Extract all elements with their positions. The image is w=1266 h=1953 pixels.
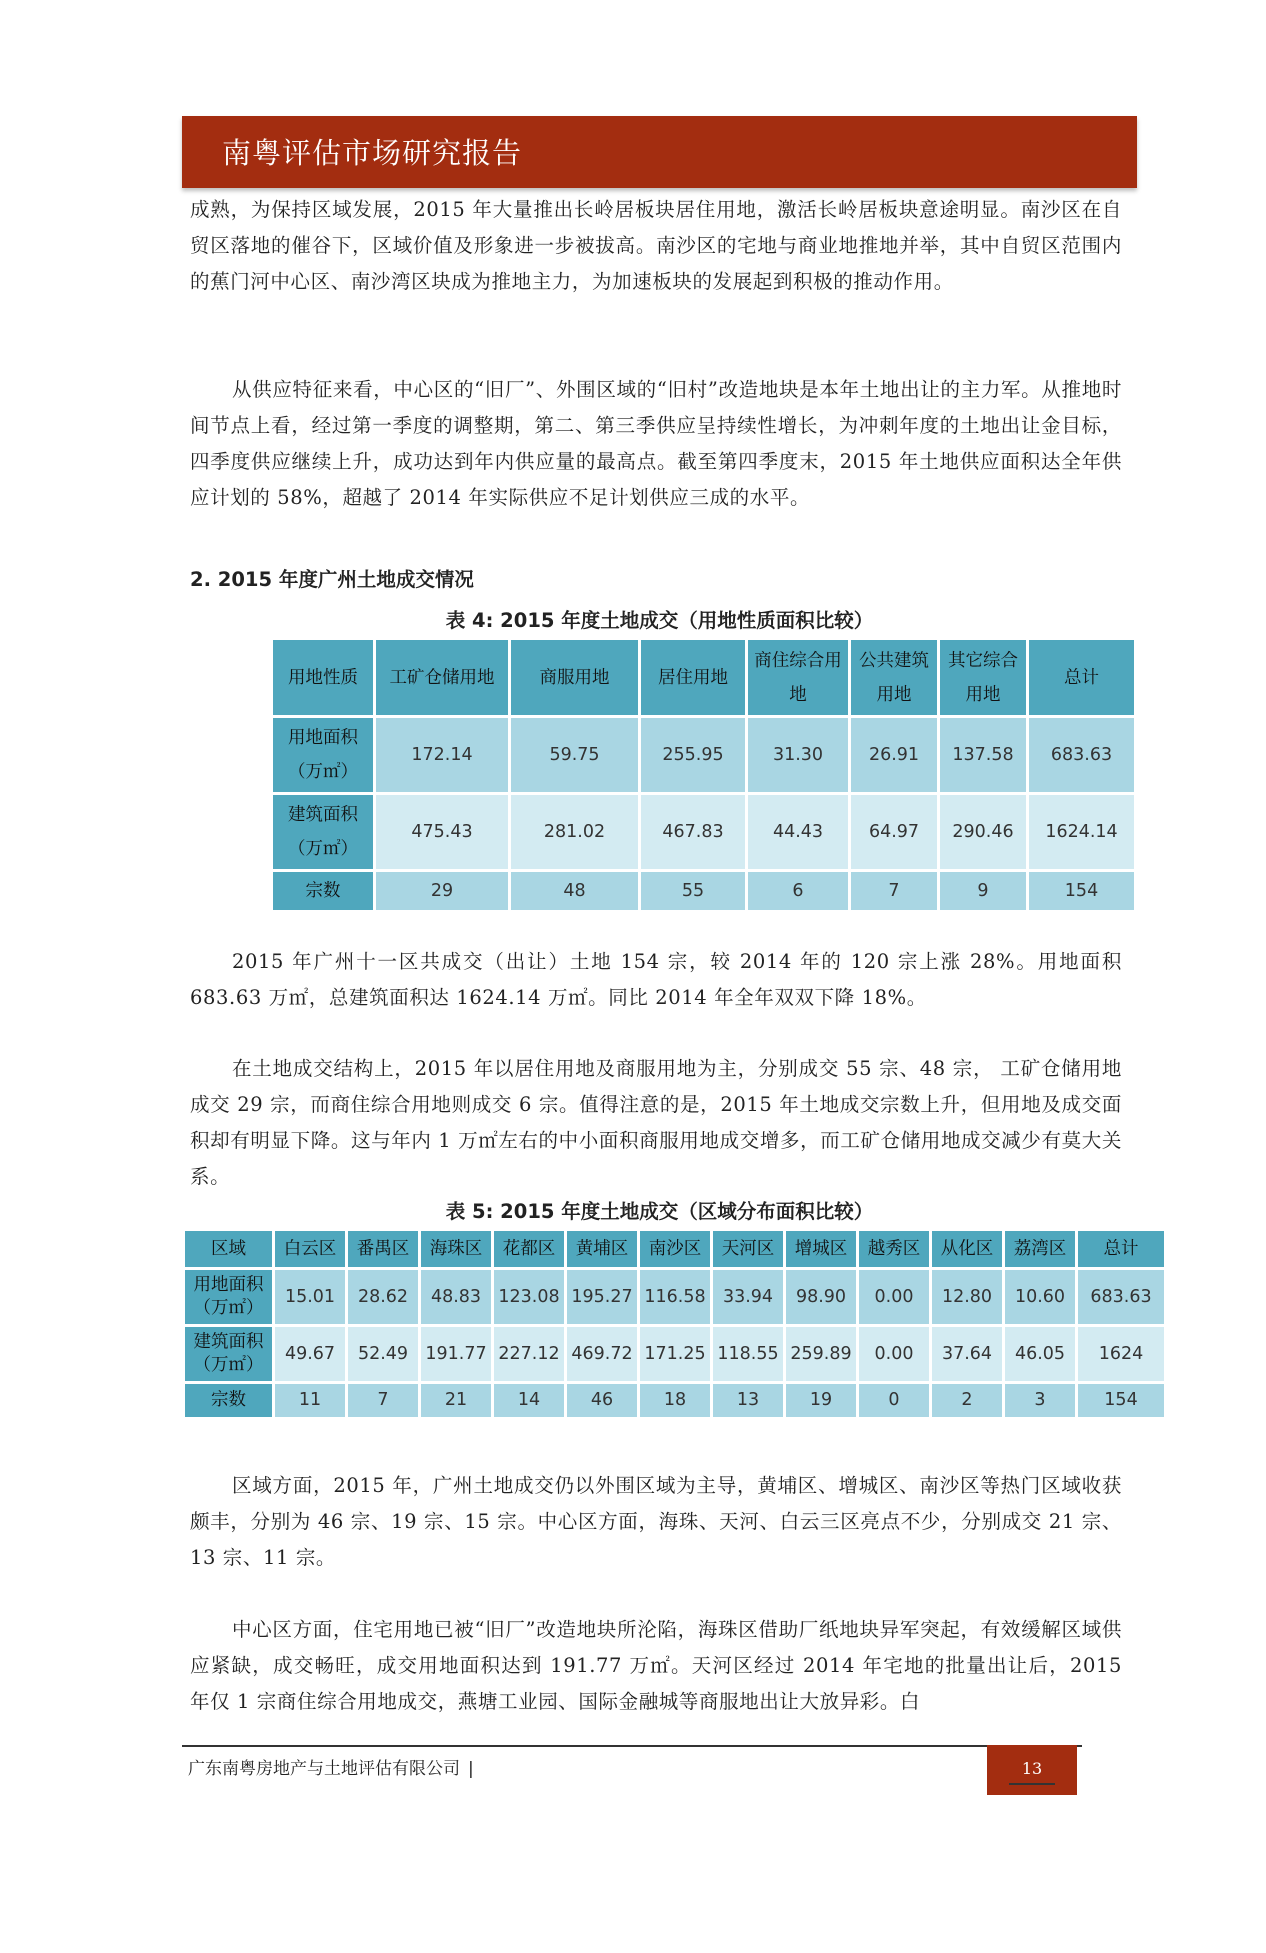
section-heading: 2. 2015 年度广州土地成交情况 [190, 568, 474, 591]
row-label: 建筑面积（万㎡） [184, 1326, 274, 1383]
row-label: 用地面积（万㎡） [184, 1269, 274, 1326]
table-header-cell: 荔湾区 [1004, 1230, 1077, 1269]
table-cell: 14 [493, 1383, 566, 1419]
row-label: 宗数 [184, 1383, 274, 1419]
table-cell: 281.02 [510, 794, 640, 871]
table-cell: 467.83 [640, 794, 747, 871]
table-cell: 683.63 [1028, 717, 1136, 794]
table-cell: 475.43 [375, 794, 510, 871]
table-cell: 31.30 [747, 717, 850, 794]
paragraph-4: 在土地成交结构上，2015 年以居住用地及商服用地为主，分别成交 55 宗、48 宗， 工矿仓储用地成交 29 宗，而商住综合用地则成交 6 宗。值得注意的是，2015 年土地成交宗数上升，但用地及成交面积却有明显下降。这与年内 1 万㎡左右的中小面积商服用地成交增多，而工矿仓储用地成交减少有莫大关系。 [190, 1057, 1122, 1188]
table-header-cell: 公共建筑用地 [850, 639, 939, 717]
footer-separator: | [468, 1759, 474, 1779]
table-cell: 15.01 [274, 1269, 347, 1326]
table-header-cell: 区域 [184, 1230, 274, 1269]
table-cell: 123.08 [493, 1269, 566, 1326]
table-header-cell: 越秀区 [858, 1230, 931, 1269]
table-cell: 46 [566, 1383, 639, 1419]
table-cell: 469.72 [566, 1326, 639, 1383]
table-header-cell: 从化区 [931, 1230, 1004, 1269]
table-cell: 2 [931, 1383, 1004, 1419]
table-cell: 290.46 [939, 794, 1028, 871]
table-cell: 7 [347, 1383, 420, 1419]
page-number-underline [1009, 1783, 1055, 1785]
table-cell: 259.89 [785, 1326, 858, 1383]
table-header-row [272, 639, 1136, 717]
paragraph-1: 成熟，为保持区域发展，2015 年大量推出长岭居板块居住用地，激活长岭居板块意途明显。南沙区在自贸区落地的催谷下，区域价值及形象进一步被拔高。南沙区的宅地与商业地推地并举，其中自贸区范围内的蕉门河中心区、南沙湾区块成为推地主力，为加速板块的发展起到积极的推动作用。 [190, 198, 1122, 293]
table-row [272, 871, 1136, 912]
table-header-cell: 总计 [1077, 1230, 1166, 1269]
paragraph-5: 区域方面，2015 年，广州土地成交仍以外围区域为主导，黄埔区、增城区、南沙区等热门区域收获颇丰，分别为 46 宗、19 宗、15 宗。中心区方面，海珠、天河、白云三区亮点不少，分别成交 21 宗、13 宗、11 宗。 [190, 1474, 1122, 1569]
table-cell: 171.25 [639, 1326, 712, 1383]
paragraph-2: 从供应特征来看，中心区的“旧厂”、外围区域的“旧村”改造地块是本年土地出让的主力军。从推地时间节点上看，经过第一季度的调整期，第二、第三季供应呈持续性增长，为冲刺年度的土地出让金目标，四季度供应继续上升，成功达到年内供应量的最高点。截至第四季度末，2015 年土地供应面积达全年供应计划的 58%，超越了 2014 年实际供应不足计划供应三成的水平。 [190, 378, 1122, 509]
row-label: 宗数 [272, 871, 375, 912]
table-cell: 116.58 [639, 1269, 712, 1326]
table-cell: 12.80 [931, 1269, 1004, 1326]
page-number: 13 [1021, 1759, 1043, 1778]
table-cell: 191.77 [420, 1326, 493, 1383]
table-cell: 137.58 [939, 717, 1028, 794]
table4-caption: 表 4: 2015 年度土地成交（用地性质面积比较） [445, 609, 874, 632]
table-cell: 0.00 [858, 1269, 931, 1326]
table-row [272, 717, 1136, 794]
table-cell: 48 [510, 871, 640, 912]
table-row [272, 794, 1136, 871]
table-header-cell: 总计 [1028, 639, 1136, 717]
table-cell: 3 [1004, 1383, 1077, 1419]
paragraph-3: 2015 年广州十一区共成交（出让）土地 154 宗，较 2014 年的 120 宗上涨 28%。用地面积 683.63 万㎡，总建筑面积达 1624.14 万㎡。同比 2014 年全年双双下降 18%。 [190, 950, 1122, 1009]
table-header-cell: 海珠区 [420, 1230, 493, 1269]
table-cell: 37.64 [931, 1326, 1004, 1383]
table-cell: 49.67 [274, 1326, 347, 1383]
table-row [184, 1326, 1166, 1383]
table-cell: 26.91 [850, 717, 939, 794]
table-cell: 118.55 [712, 1326, 785, 1383]
table-cell: 10.60 [1004, 1269, 1077, 1326]
table-row [184, 1269, 1166, 1326]
table-cell: 11 [274, 1383, 347, 1419]
table-cell: 7 [850, 871, 939, 912]
table-cell: 683.63 [1077, 1269, 1166, 1326]
footer-company [188, 1754, 474, 1779]
table-header-cell: 商服用地 [510, 639, 640, 717]
table-header-cell: 用地性质 [272, 639, 375, 717]
table-cell: 0.00 [858, 1326, 931, 1383]
table-cell: 227.12 [493, 1326, 566, 1383]
table-cell: 1624 [1077, 1326, 1166, 1383]
table-cell: 18 [639, 1383, 712, 1419]
table-row [184, 1383, 1166, 1419]
table-header-cell: 居住用地 [640, 639, 747, 717]
table-header-cell: 番禺区 [347, 1230, 420, 1269]
table-header-cell: 工矿仓储用地 [375, 639, 510, 717]
row-label: 建筑面积（万㎡） [272, 794, 375, 871]
table-header-cell: 花都区 [493, 1230, 566, 1269]
table-header-cell: 黄埔区 [566, 1230, 639, 1269]
table-header-cell: 天河区 [712, 1230, 785, 1269]
table-cell: 59.75 [510, 717, 640, 794]
table-header-cell: 南沙区 [639, 1230, 712, 1269]
table-cell: 48.83 [420, 1269, 493, 1326]
row-label: 用地面积（万㎡） [272, 717, 375, 794]
footer-company-name: 广东南粤房地产与土地评估有限公司 [188, 1759, 460, 1779]
table-cell: 98.90 [785, 1269, 858, 1326]
table-header-cell: 增城区 [785, 1230, 858, 1269]
table-cell: 154 [1077, 1383, 1166, 1419]
table-cell: 44.43 [747, 794, 850, 871]
table-cell: 33.94 [712, 1269, 785, 1326]
table-cell: 46.05 [1004, 1326, 1077, 1383]
report-header-bar [182, 116, 1137, 188]
table-header-row [184, 1230, 1166, 1269]
table-cell: 6 [747, 871, 850, 912]
table-cell: 64.97 [850, 794, 939, 871]
table-cell: 9 [939, 871, 1028, 912]
table-cell: 52.49 [347, 1326, 420, 1383]
table-cell: 172.14 [375, 717, 510, 794]
table-header-cell: 其它综合用地 [939, 639, 1028, 717]
table-cell: 21 [420, 1383, 493, 1419]
table-cell: 255.95 [640, 717, 747, 794]
table-cell: 0 [858, 1383, 931, 1419]
table-cell: 13 [712, 1383, 785, 1419]
table-cell: 19 [785, 1383, 858, 1419]
table-cell: 154 [1028, 871, 1136, 912]
table-cell: 1624.14 [1028, 794, 1136, 871]
report-title: 南粤评估市场研究报告 [222, 136, 523, 170]
table5-caption: 表 5: 2015 年度土地成交（区域分布面积比较） [445, 1200, 874, 1223]
table-cell: 29 [375, 871, 510, 912]
table-cell: 28.62 [347, 1269, 420, 1326]
table-header-cell: 白云区 [274, 1230, 347, 1269]
table-cell: 55 [640, 871, 747, 912]
paragraph-6: 中心区方面，住宅用地已被“旧厂”改造地块所沦陷，海珠区借助厂纸地块异军突起，有效缓解区域供应紧缺，成交畅旺，成交用地面积达到 191.77 万㎡。天河区经过 2014 年宅地的批量出让后，2015 年仅 1 宗商住综合用地成交，燕塘工业园、国际金融城等商服地出让大放异彩。白 [190, 1618, 1122, 1713]
table-header-cell: 商住综合用地 [747, 639, 850, 717]
page-number-box [987, 1745, 1077, 1795]
footer-divider [182, 1745, 1082, 1747]
land-use-table [270, 637, 1137, 913]
district-table [182, 1228, 1167, 1420]
table-cell: 195.27 [566, 1269, 639, 1326]
